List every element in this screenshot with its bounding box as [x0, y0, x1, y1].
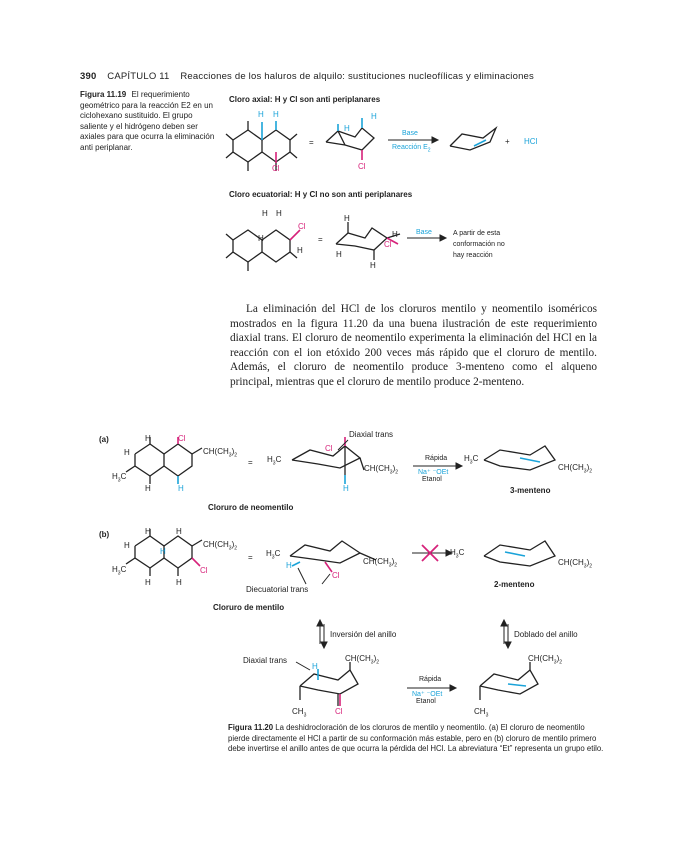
atom-cl: Cl [384, 240, 392, 249]
page-number: 390 [80, 71, 97, 82]
diaxial-trans-label: Diaxial trans [243, 656, 288, 665]
atom-h: H [392, 230, 398, 239]
atom-cl: Cl [298, 222, 306, 231]
section-axial-heading: Cloro axial: H y Cl son anti periplanares [229, 95, 381, 104]
atom-h: H [336, 250, 342, 259]
fast-label: Rápida [419, 676, 442, 683]
atom-h: H [286, 561, 292, 570]
ring-inversion-label: Inversión del anillo [330, 630, 397, 639]
body-paragraph: La eliminación del HCl de los cloruros mentilo y neomentilo isoméricos mostrados en la figura 11.20 da una buena ilustración de este requerimiento diaxial trans. El cloruro de neomentilo experimenta la eliminación del HCl en la reacción con el ion etóxido 200 veces más rápido que el cloruro de mentilo. Además, el cloruro de neomentilo produce 3-menteno como el alqueno principal, mientras que el cloruro de mentilo produce 2-menteno. [230, 303, 597, 388]
methyl-label: $H_3C$ [450, 548, 465, 560]
atom-h: H [343, 484, 349, 493]
atom-h: H [145, 484, 151, 493]
plus-sign: + [505, 137, 510, 146]
atom-h: H [258, 110, 264, 119]
atom-cl: Cl [335, 707, 343, 716]
equals-sign: = [309, 138, 314, 147]
no-reaction-note: A partir de esta conformación no hay reacción [453, 230, 505, 259]
hcl-label: HCl [524, 137, 538, 146]
methyl-label: $H_3C$ [112, 565, 127, 577]
isopropyl-label: $CH(CH_3)_2$ [363, 557, 398, 569]
atom-cl: Cl [178, 434, 186, 443]
atom-h: H [262, 209, 268, 218]
equals-sign: = [318, 235, 323, 244]
na-oet-label: Na⁺ ⁻OEt [412, 691, 443, 698]
atom-h: H [160, 547, 166, 556]
isopropyl-label: $CH(CH_3)_2$ [345, 654, 380, 666]
methyl-label: $H_3C$ [266, 549, 281, 561]
figure-11-20-caption [228, 723, 608, 755]
chapter-title: Reacciones de los haluros de alquilo: sustituciones nucleofílicas y eliminaciones [180, 71, 534, 82]
atom-h: H [176, 527, 182, 536]
atom-h: H [178, 484, 184, 493]
isopropyl-label: $CH(CH_3)_2$ [203, 540, 238, 552]
figure-label: Figura 11.19 [80, 90, 127, 99]
atom-h: H [124, 541, 130, 550]
part-a-label: (a) [99, 435, 109, 444]
atom-cl: Cl [358, 162, 366, 171]
figure-caption-text: El requerimiento geométrico para la reacción E2 en un ciclohexano sustituido. El grupo saliente y el hidrógeno deben ser axiales para que ocurra la eliminación anti periplanar. [80, 90, 215, 152]
isopropyl-label: $CH(CH_3)_2$ [528, 654, 563, 666]
product-2-menteno: 2-menteno [494, 580, 535, 589]
atom-cl: Cl [325, 444, 333, 453]
isopropyl-label: $CH(CH_3)_2$ [364, 464, 399, 476]
atom-cl: Cl [272, 164, 280, 173]
atom-h: H [145, 578, 151, 587]
atom-h: H [145, 527, 151, 536]
atom-h: H [344, 124, 350, 133]
isopropyl-label: $CH(CH_3)_2$ [558, 558, 593, 570]
reaction-e2-label: Reacción $E_2$ [392, 144, 431, 154]
menthyl-chloride-label: Cloruro de mentilo [213, 603, 285, 612]
atom-cl: Cl [332, 571, 340, 580]
methyl-label: $H_3C$ [112, 472, 127, 484]
atom-h: H [176, 578, 182, 587]
atom-h: H [344, 214, 350, 223]
na-oet-label: Na⁺ ⁻OEt [418, 469, 449, 476]
ethanol-label: Etanol [416, 698, 436, 705]
atom-h: H [273, 110, 279, 119]
section-equatorial-heading: Cloro ecuatorial: H y Cl no son anti periplanares [229, 190, 413, 199]
product-3-menteno: 3-menteno [510, 486, 551, 495]
atom-h: H [370, 261, 376, 270]
isopropyl-label: $CH(CH_3)_2$ [203, 447, 238, 459]
methyl-label: $H_3C$ [267, 455, 282, 467]
atom-h: H [312, 662, 318, 671]
diaxial-trans-label: Diaxial trans [349, 430, 394, 439]
ring-flip-label: Doblado del anillo [514, 630, 578, 639]
atom-cl: Cl [200, 566, 208, 575]
neomenthyl-chloride-label: Cloruro de neomentilo [208, 503, 294, 512]
isopropyl-label: $CH(CH_3)_2$ [558, 463, 593, 475]
part-b-label: (b) [99, 530, 110, 539]
atom-h: H [145, 434, 151, 443]
equals-sign: = [248, 458, 253, 467]
ch3-label: $CH_3$ [292, 707, 307, 719]
base-label: Base [416, 229, 432, 236]
atom-h: H [276, 209, 282, 218]
methyl-label: $H_3C$ [464, 454, 479, 466]
equals-sign: = [248, 553, 253, 562]
atom-h: H [258, 234, 264, 243]
figure-label: Figura 11.20 [228, 723, 274, 732]
fast-label: Rápida [425, 455, 448, 462]
atom-h: H [371, 112, 377, 121]
ethanol-label: Etanol [422, 476, 442, 483]
ch3-label: $CH_3$ [474, 707, 489, 719]
diecuatorial-trans-label: Diecuatorial trans [246, 585, 309, 594]
figure-caption-text: La deshidrocloración de los cloruros de mentilo y neomentilo. (a) El cloruro de neomentilo pierde directamente el HCl a partir de su conformación más estable, pero en (b) cloruro de mentilo primero debe invertirse el anillo antes de que ocurra la pérdida del HCl. La abreviatura “Et” representa un grupo etilo. [228, 723, 604, 754]
atom-h: H [297, 246, 303, 255]
base-label: Base [402, 130, 418, 137]
atom-h: H [124, 448, 130, 457]
chapter-label: CAPÍTULO 11 [107, 71, 170, 82]
